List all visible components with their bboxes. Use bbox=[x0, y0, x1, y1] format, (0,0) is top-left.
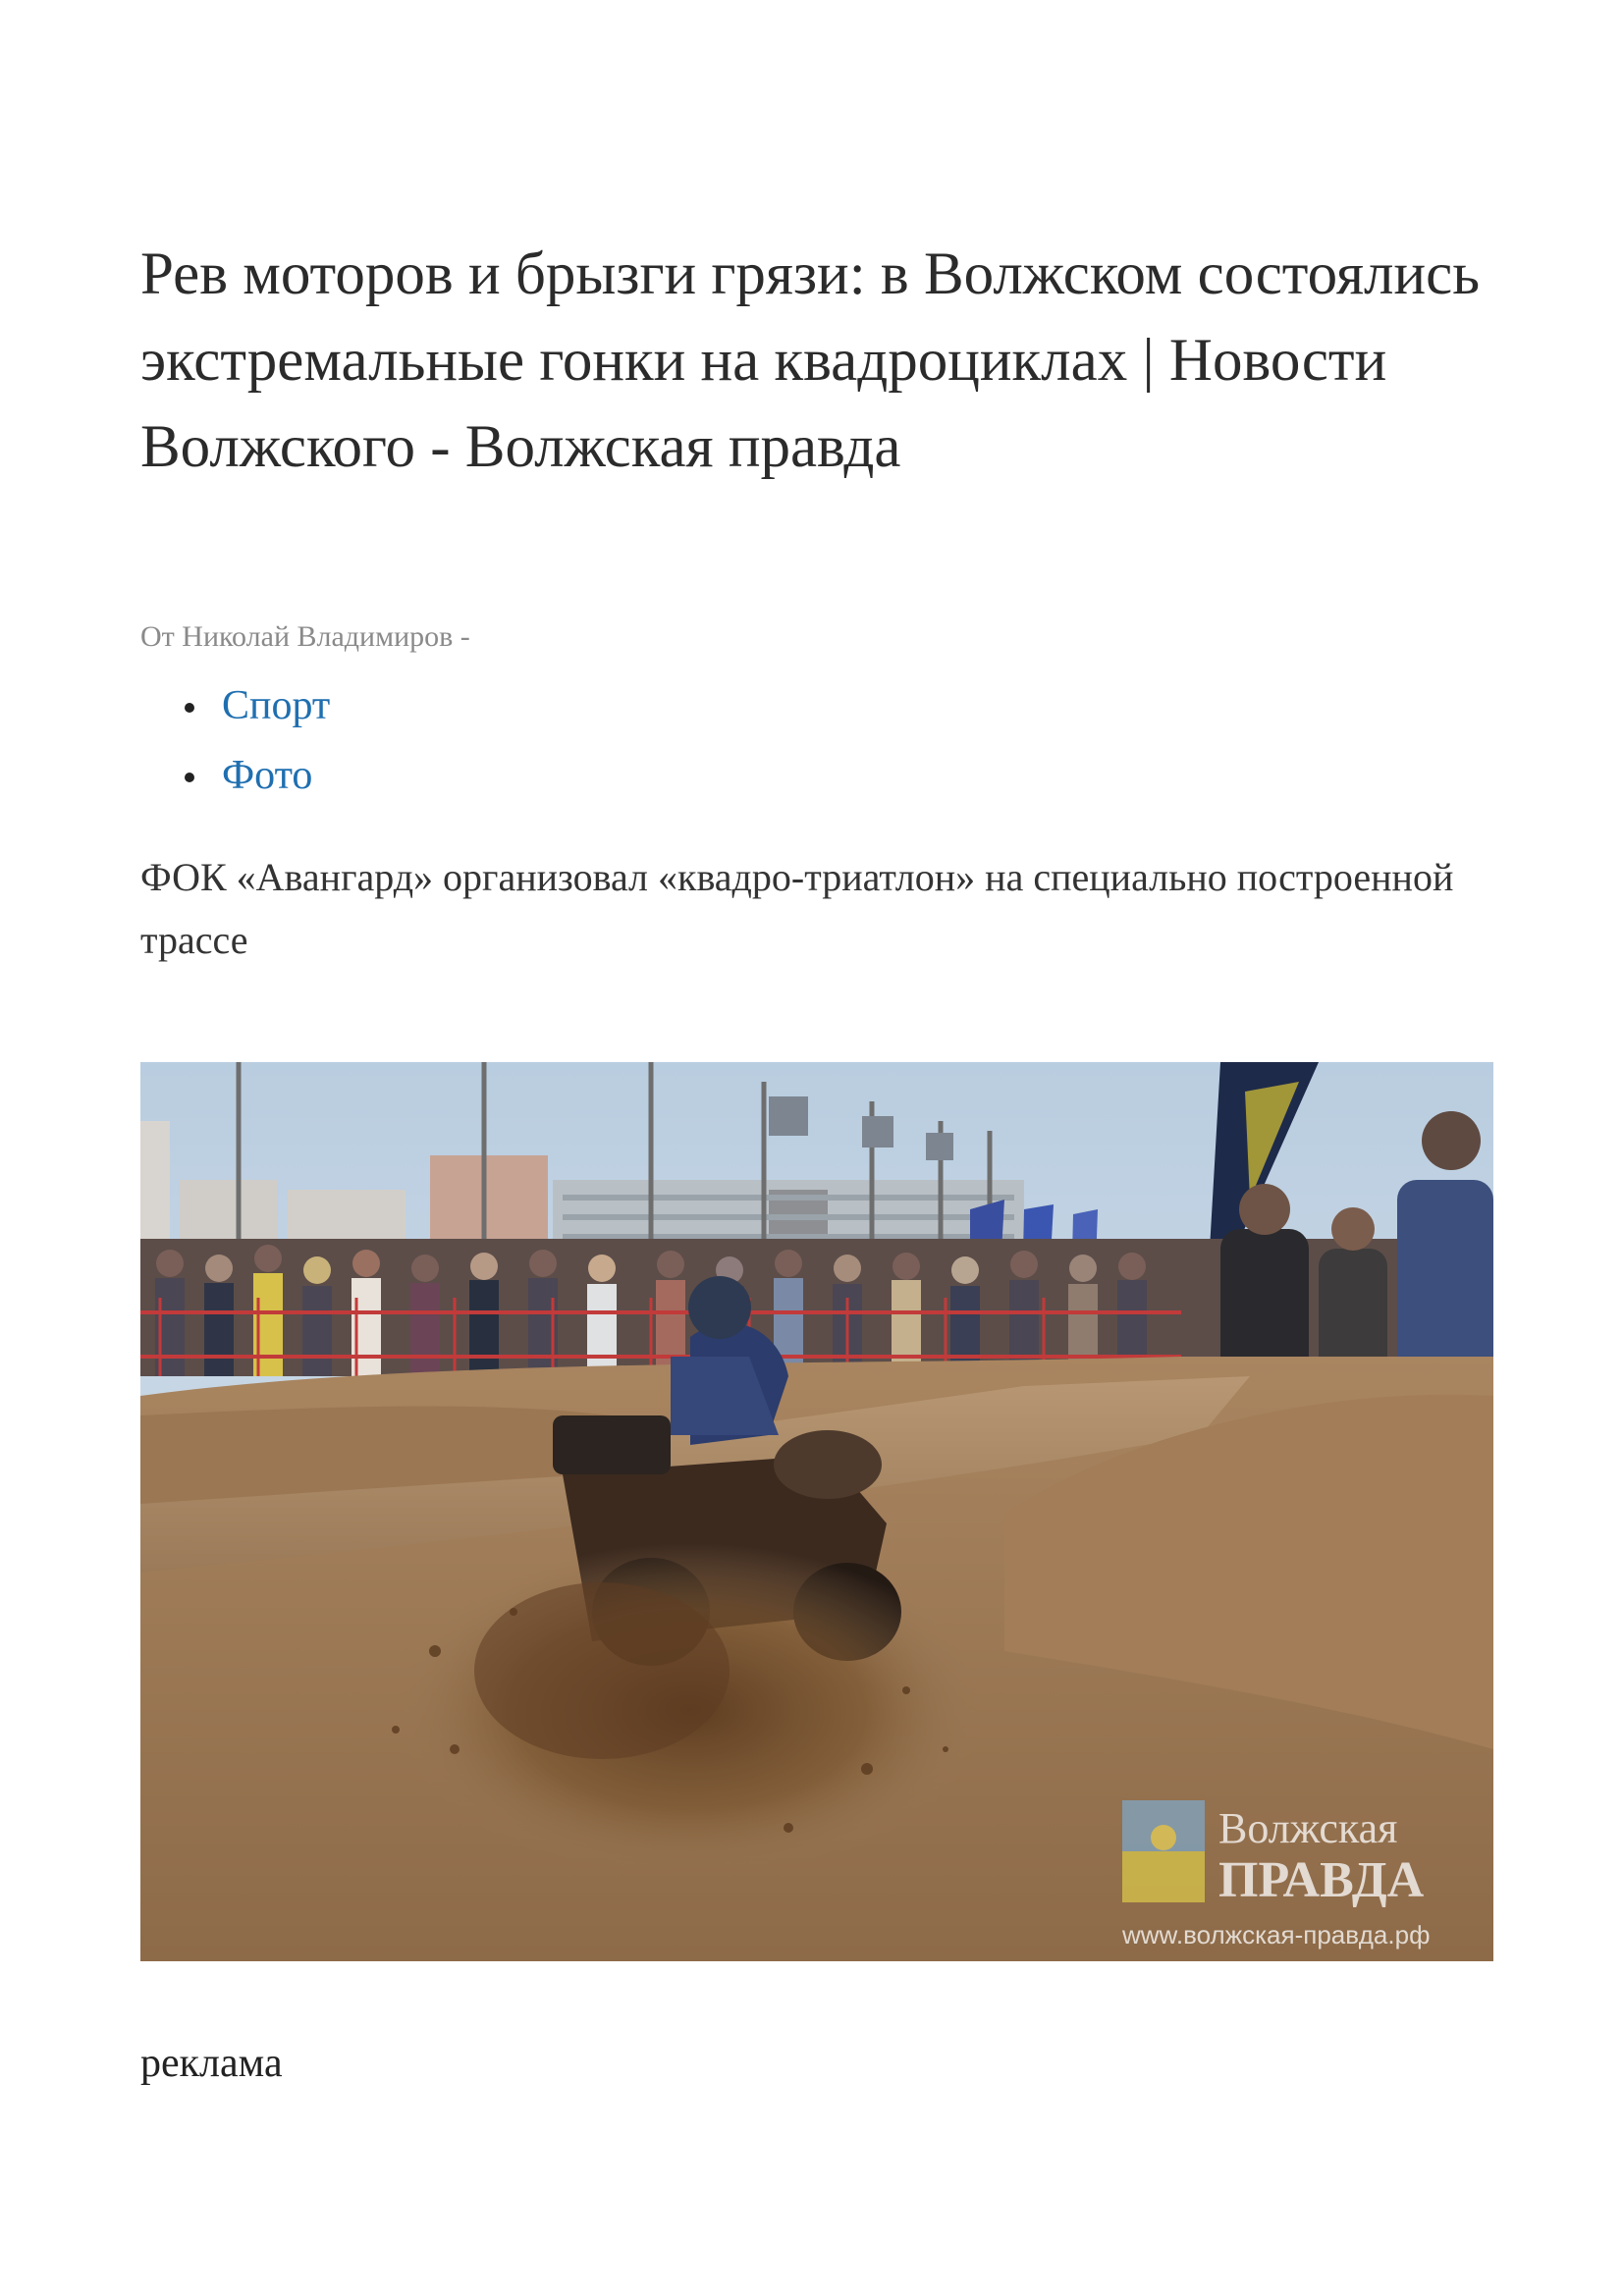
category-link-photo[interactable]: Фото bbox=[222, 753, 313, 798]
bullet-icon bbox=[185, 703, 194, 713]
article-lead: ФОК «Авангард» организовал «квадро-триатлон» на специально построенной трассе bbox=[140, 855, 1454, 962]
ad-label: реклама bbox=[140, 2041, 283, 2086]
watermark-line2: ПРАВДА bbox=[1218, 1852, 1425, 1908]
category-list bbox=[140, 671, 730, 811]
category-item-photo bbox=[140, 741, 730, 811]
article-title: Рев моторов и брызги грязи: в Волжском состоялись экстремальные гонки на квадроциклах | Новости Волжского - Волжская правда bbox=[140, 241, 1481, 480]
bullet-icon bbox=[185, 773, 194, 782]
article-photo bbox=[140, 1062, 1493, 1961]
watermark-line1: Волжская bbox=[1218, 1804, 1398, 1852]
watermark-url: www.волжская-правда.рф bbox=[1122, 1920, 1431, 1949]
category-link-sport[interactable]: Спорт bbox=[222, 683, 331, 728]
category-item-sport bbox=[140, 671, 730, 741]
watermark bbox=[1121, 1800, 1430, 1949]
article-byline: От Николай Владимиров - bbox=[140, 620, 470, 653]
